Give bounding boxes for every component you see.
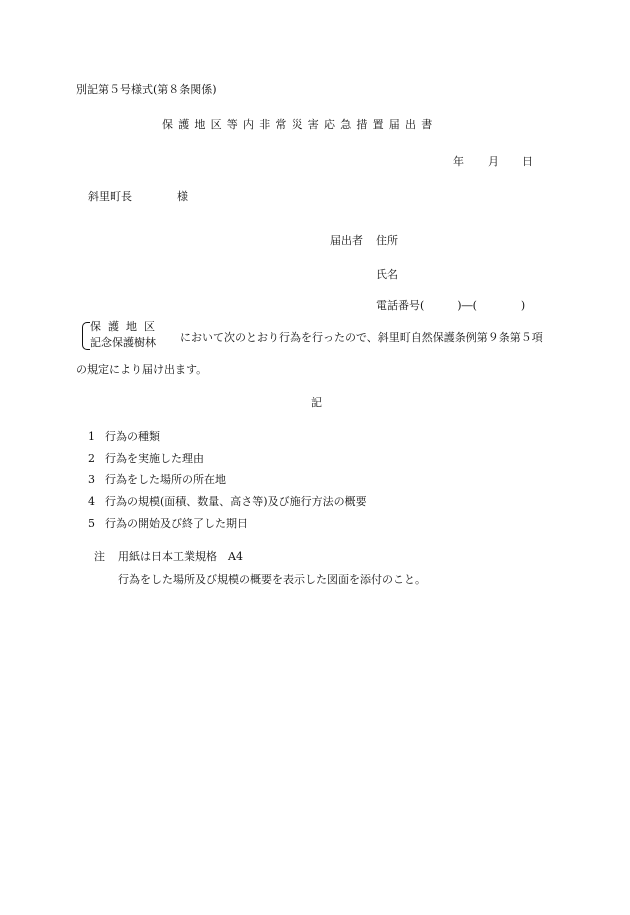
date-day-label: 日 <box>522 155 533 168</box>
addressee-honorific: 様 <box>177 190 188 203</box>
list-item-number: 2 <box>88 452 95 465</box>
list-item-number: 1 <box>88 430 95 443</box>
body-text-line-1: において次のとおり行為を行ったので、斜里町自然保護条例第９条第５項 <box>180 331 543 344</box>
list-item-number: 5 <box>88 517 95 530</box>
notifier-name-label: 氏名 <box>376 268 398 281</box>
note-line-1: 用紙は日本工業規格 A4 <box>118 550 243 563</box>
addressee-name: 斜里町長 <box>88 190 132 203</box>
notifier-phone-label: 電話番号( )―( ) <box>376 299 526 312</box>
list-item-number: 3 <box>88 473 95 486</box>
notifier-label: 届出者 <box>330 234 363 247</box>
area-option-protected-area: 保護地区 <box>90 320 162 333</box>
ki-heading: 記 <box>311 396 322 409</box>
list-item-number: 4 <box>88 495 95 508</box>
list-item-text: 行為をした場所の所在地 <box>105 473 226 486</box>
document-title: 保護地区等内非常災害応急措置届出書 <box>162 118 438 131</box>
date-month-label: 月 <box>488 155 499 168</box>
note-line-2: 行為をした場所及び規模の概要を表示した図面を添付のこと。 <box>118 573 426 586</box>
list-item-text: 行為の開始及び終了した期日 <box>105 517 248 530</box>
body-text-line-2: の規定により届け出ます。 <box>76 363 208 376</box>
date-year-label: 年 <box>453 155 464 168</box>
list-item-text: 行為の種類 <box>105 430 160 443</box>
note-label: 注 <box>94 550 105 563</box>
list-item-text: 行為の規模(面積、数量、高さ等)及び施行方法の概要 <box>105 495 367 508</box>
notifier-address-label: 住所 <box>376 234 398 247</box>
form-reference: 別記第５号様式(第８条関係) <box>76 83 217 96</box>
area-option-memorial-forest: 記念保護樹林 <box>90 336 156 349</box>
list-item-text: 行為を実施した理由 <box>105 452 204 465</box>
area-bracket <box>82 322 90 350</box>
